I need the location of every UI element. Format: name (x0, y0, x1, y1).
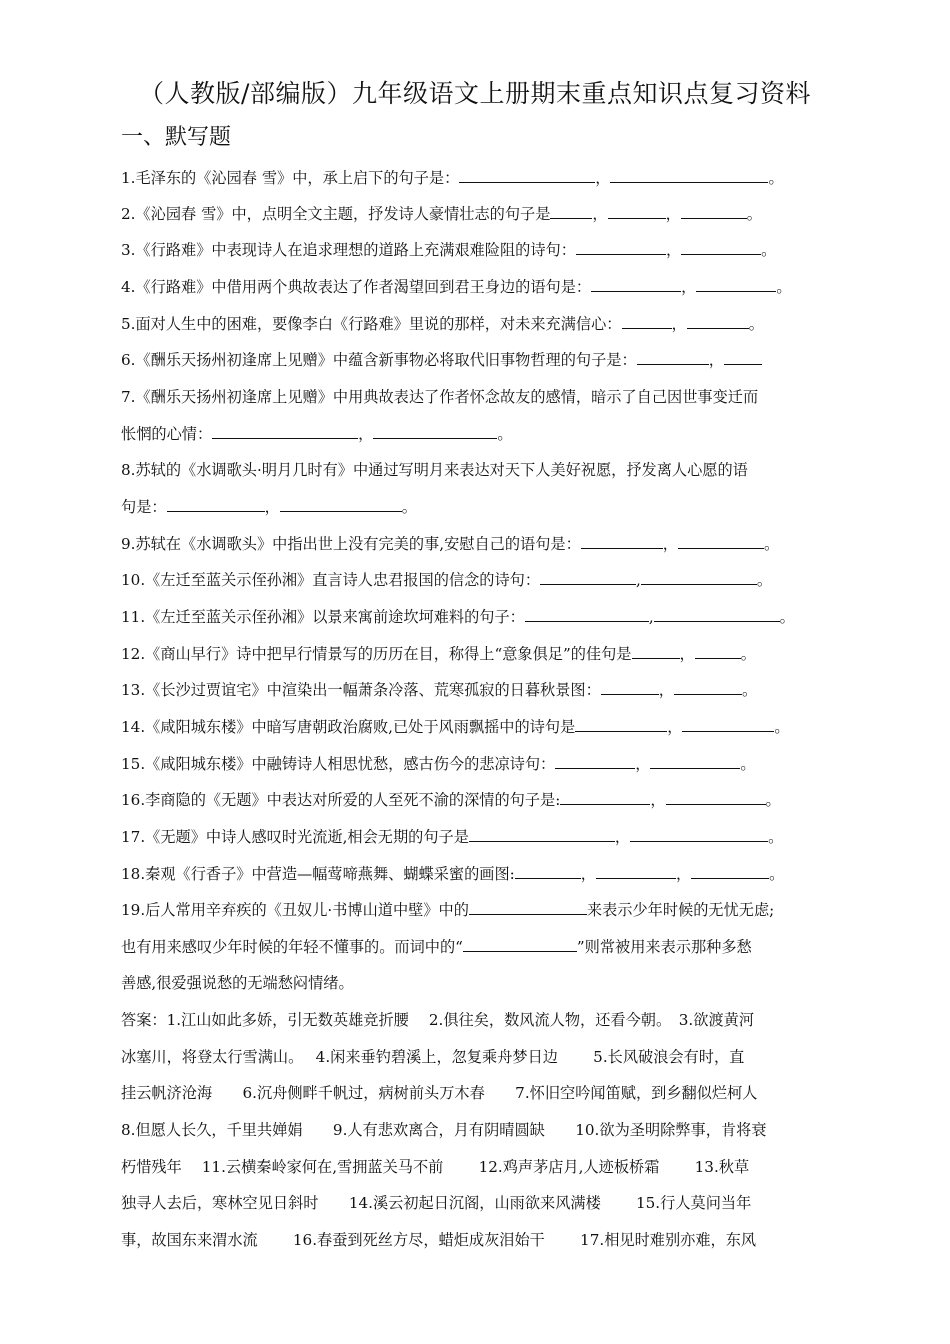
question-text: 也有用来感叹少年时候的年轻不懂事的。而词中的“ (121, 938, 463, 956)
answer-blank[interactable] (540, 570, 636, 585)
answer-blank[interactable] (681, 204, 747, 219)
answer-blank[interactable] (695, 644, 741, 659)
question-text: 6.《酬乐天扬州初逢席上见赠》中蕴含新事物必将取代旧事物哲理的句子是： (121, 351, 637, 369)
answer-blank[interactable] (630, 827, 768, 842)
answer-blank[interactable] (650, 754, 740, 769)
answer-blank[interactable] (622, 314, 672, 329)
question-text: 4.《行路难》中借用两个典故表达了作者渴望回到君王身边的语句是： (121, 278, 592, 296)
answer-blank[interactable] (637, 350, 709, 365)
question-text: 7.《酬乐天扬州初逢席上见赠》中用典故表达了作者怀念故友的感情，暗示了自己因世事变迁而 (121, 388, 759, 406)
punctuation: 。 (497, 425, 513, 443)
punctuation: ， (595, 169, 611, 187)
answer-line-4: 8.但愿人长久，千里共婵娟 9.人有悲欢离合，月有阴晴圆缺 10.欲为圣明除弊事，肯将衰 (121, 1121, 767, 1139)
question-text: 18.秦观《行香子》中营造—幅莺啼燕舞、蝴蝶采蜜的画图: (121, 865, 515, 883)
answer-line-2: 冰塞川，将登太行雪满山。 4.闲来垂钓碧溪上，忽复乘舟梦日边 5.长风破浪会有时，直 (121, 1048, 745, 1066)
punctuation: 。 (763, 535, 780, 553)
answer-line-6: 独寻人去后，寒林空见日斜时 14.溪云初起日沉阁，山雨欲来风满楼 15.行人莫问当年 (121, 1194, 752, 1212)
question-14 (121, 717, 831, 737)
answer-blank[interactable] (525, 607, 649, 622)
punctuation: 。 (779, 608, 795, 626)
answer-blank[interactable] (280, 497, 402, 512)
punctuation: 。 (761, 241, 777, 259)
question-text: 10.《左迁至蓝关示侄孙湘》直言诗人忠君报国的信念的诗句： (121, 571, 541, 589)
punctuation: 。 (746, 205, 762, 223)
question-text: 来表示少年时候的无忧无虑; (586, 901, 775, 919)
question-text: ”则常被用来表示那种多愁 (576, 938, 752, 956)
answer-blank[interactable] (576, 240, 666, 255)
question-8-line-1 (121, 460, 831, 480)
punctuation: 。 (776, 278, 792, 296)
answer-blank[interactable] (674, 680, 742, 695)
answer-blank[interactable] (724, 350, 762, 365)
punctuation: ， (614, 828, 631, 846)
question-text: 13.《长沙过贾谊宅》中渲染出一幅萧条冷落、荒寒孤寂的日暮秋景图： (121, 681, 601, 699)
question-11 (121, 607, 831, 627)
punctuation: ， (580, 865, 596, 883)
answer-blank[interactable] (515, 864, 581, 879)
question-text: 5.面对人生中的困难，要像李白《行路难》里说的那样，对未来充满信心： (121, 315, 622, 333)
question-text: 怅惘的心情： (121, 425, 213, 443)
question-19-line-3 (121, 973, 831, 993)
punctuation: ， (358, 425, 374, 443)
answer-blank[interactable] (212, 424, 358, 439)
punctuation: 。 (740, 755, 756, 773)
punctuation: ， (671, 315, 687, 333)
answer-line-3: 挂云帆济沧海 6.沉舟侧畔千帆过，病树前头万木春 7.怀旧空吟闻笛赋，到乡翻似烂柯人 (121, 1084, 758, 1102)
punctuation: ， (675, 865, 692, 883)
answer-blank[interactable] (678, 534, 764, 549)
answer-blank[interactable] (581, 534, 663, 549)
punctuation: ， (264, 498, 280, 516)
punctuation: ， (665, 205, 681, 223)
answer-blank[interactable] (696, 277, 776, 292)
question-text: 15.《咸阳城东楼》中融铸诗人相思忧愁，感古伤今的悲凉诗句： (121, 755, 556, 773)
answer-blank[interactable] (459, 168, 595, 183)
punctuation: 。 (741, 681, 758, 699)
punctuation: 。 (756, 571, 773, 589)
punctuation: 。 (748, 315, 764, 333)
question-12 (121, 644, 831, 664)
answer-blank[interactable] (469, 900, 587, 915)
question-5 (121, 314, 831, 334)
punctuation: , (636, 571, 641, 589)
question-text: 1.毛泽东的《沁园春 雪》中，承上启下的句子是： (121, 169, 460, 187)
answer-blank[interactable] (682, 717, 774, 732)
answer-blank[interactable] (654, 607, 780, 622)
question-10 (121, 570, 831, 590)
question-16 (121, 790, 831, 810)
question-8-line-2 (121, 497, 831, 517)
punctuation: 。 (765, 791, 781, 809)
question-19-line-1 (121, 900, 831, 920)
answer-blank[interactable] (687, 314, 749, 329)
question-text: 9.苏轼在《水调歌头》中指出世上没有完美的事,安慰自己的语句是： (121, 535, 581, 553)
page-title: （人教版/部编版）九年级语文上册期末重点知识点复习资料 (139, 79, 811, 108)
question-18 (121, 864, 831, 884)
question-text: 11.《左迁至蓝关示侄孙湘》以景来寓前途坎坷难料的句子： (121, 608, 525, 626)
answer-blank[interactable] (641, 570, 757, 585)
question-text: 14.《咸阳城东楼》中暗写唐朝政治腐败,已处于风雨飘摇中的诗句是 (121, 718, 576, 736)
answer-line-1: 答案：1.江山如此多娇，引无数英雄竞折腰 2.俱往矣，数风流人物，还看今朝。 3.欲渡黄河 (121, 1011, 755, 1029)
punctuation: ， (592, 205, 608, 223)
answer-blank[interactable] (666, 790, 766, 805)
answer-blank[interactable] (469, 827, 615, 842)
answer-line-7: 事，故国东来渭水流 16.春蚕到死丝方尽，蜡炬成灰泪始干 17.相见时难别亦难，东风 (121, 1231, 757, 1249)
punctuation: 。 (774, 718, 790, 736)
answer-blank[interactable] (555, 754, 635, 769)
question-text: 8.苏轼的《水调歌头·明月几时有》中通过写明月来表达对天下人美好祝愿，抒发离人心愿的语 (121, 461, 748, 479)
punctuation: 。 (769, 865, 785, 883)
answer-blank[interactable] (591, 277, 681, 292)
question-text: 16.李商隐的《无题》中表达对所爱的人至死不渝的深情的句子是: (121, 791, 561, 809)
question-text: 句是： (121, 498, 167, 516)
answer-blank[interactable] (632, 644, 680, 659)
question-text: 2.《沁园春 雪》中，点明全文主题，抒发诗人豪情壮志的句子是 (121, 205, 551, 223)
question-19-line-2 (121, 937, 831, 957)
question-text: 17.《无题》中诗人感叹时光流逝,相会无期的句子是 (121, 828, 469, 846)
question-6 (121, 350, 831, 370)
question-text: 19.后人常用辛弃疾的《丑奴儿·书博山道中壁》中的 (121, 901, 469, 919)
punctuation: ， (665, 241, 682, 259)
punctuation: ， (667, 718, 683, 736)
answer-line-5: 朽惜残年 11.云横秦岭家何在,雪拥蓝关马不前 12.鸡声茅店月,人迹板桥霜 13.秋草 (121, 1158, 750, 1176)
answer-blank[interactable] (167, 497, 265, 512)
punctuation: , (648, 608, 654, 626)
question-text: 12.《商山早行》诗中把早行情景写的历历在目，称得上“意象俱足”的佳句是 (121, 645, 632, 663)
answer-blank[interactable] (681, 240, 761, 255)
question-13 (121, 680, 831, 700)
answer-blank[interactable] (691, 864, 769, 879)
punctuation: ， (681, 278, 697, 296)
answer-blank[interactable] (575, 717, 667, 732)
question-text: 3.《行路难》中表现诗人在追求理想的道路上充满艰难险阻的诗句： (121, 241, 576, 259)
answer-blank[interactable] (463, 937, 577, 952)
answer-blank[interactable] (373, 424, 497, 439)
answer-blank[interactable] (610, 168, 768, 183)
answer-blank[interactable] (596, 864, 676, 879)
answer-blank[interactable] (601, 680, 659, 695)
answer-blank[interactable] (608, 204, 666, 219)
question-4 (121, 277, 831, 297)
question-text: 善感,很爱强说愁的无端愁闷情绪。 (121, 974, 354, 992)
question-9 (121, 534, 831, 554)
answer-blank[interactable] (550, 204, 592, 219)
question-15 (121, 754, 831, 774)
punctuation: ， (635, 755, 651, 773)
punctuation: ， (708, 351, 724, 369)
punctuation: 。 (768, 169, 784, 187)
answer-blank[interactable] (560, 790, 650, 805)
punctuation: 。 (768, 828, 784, 846)
question-2 (121, 204, 831, 224)
question-7-line-2 (121, 424, 831, 444)
section-heading: 一、默写题 (121, 125, 232, 150)
question-7-line-1 (121, 387, 831, 407)
punctuation: ， (662, 535, 678, 553)
punctuation: ， (658, 681, 674, 699)
question-3 (121, 240, 831, 260)
question-1 (121, 168, 831, 188)
punctuation: ， (650, 791, 666, 809)
punctuation: 。 (740, 645, 756, 663)
punctuation: ， (679, 645, 695, 663)
question-17 (121, 827, 831, 847)
punctuation: 。 (401, 498, 417, 516)
